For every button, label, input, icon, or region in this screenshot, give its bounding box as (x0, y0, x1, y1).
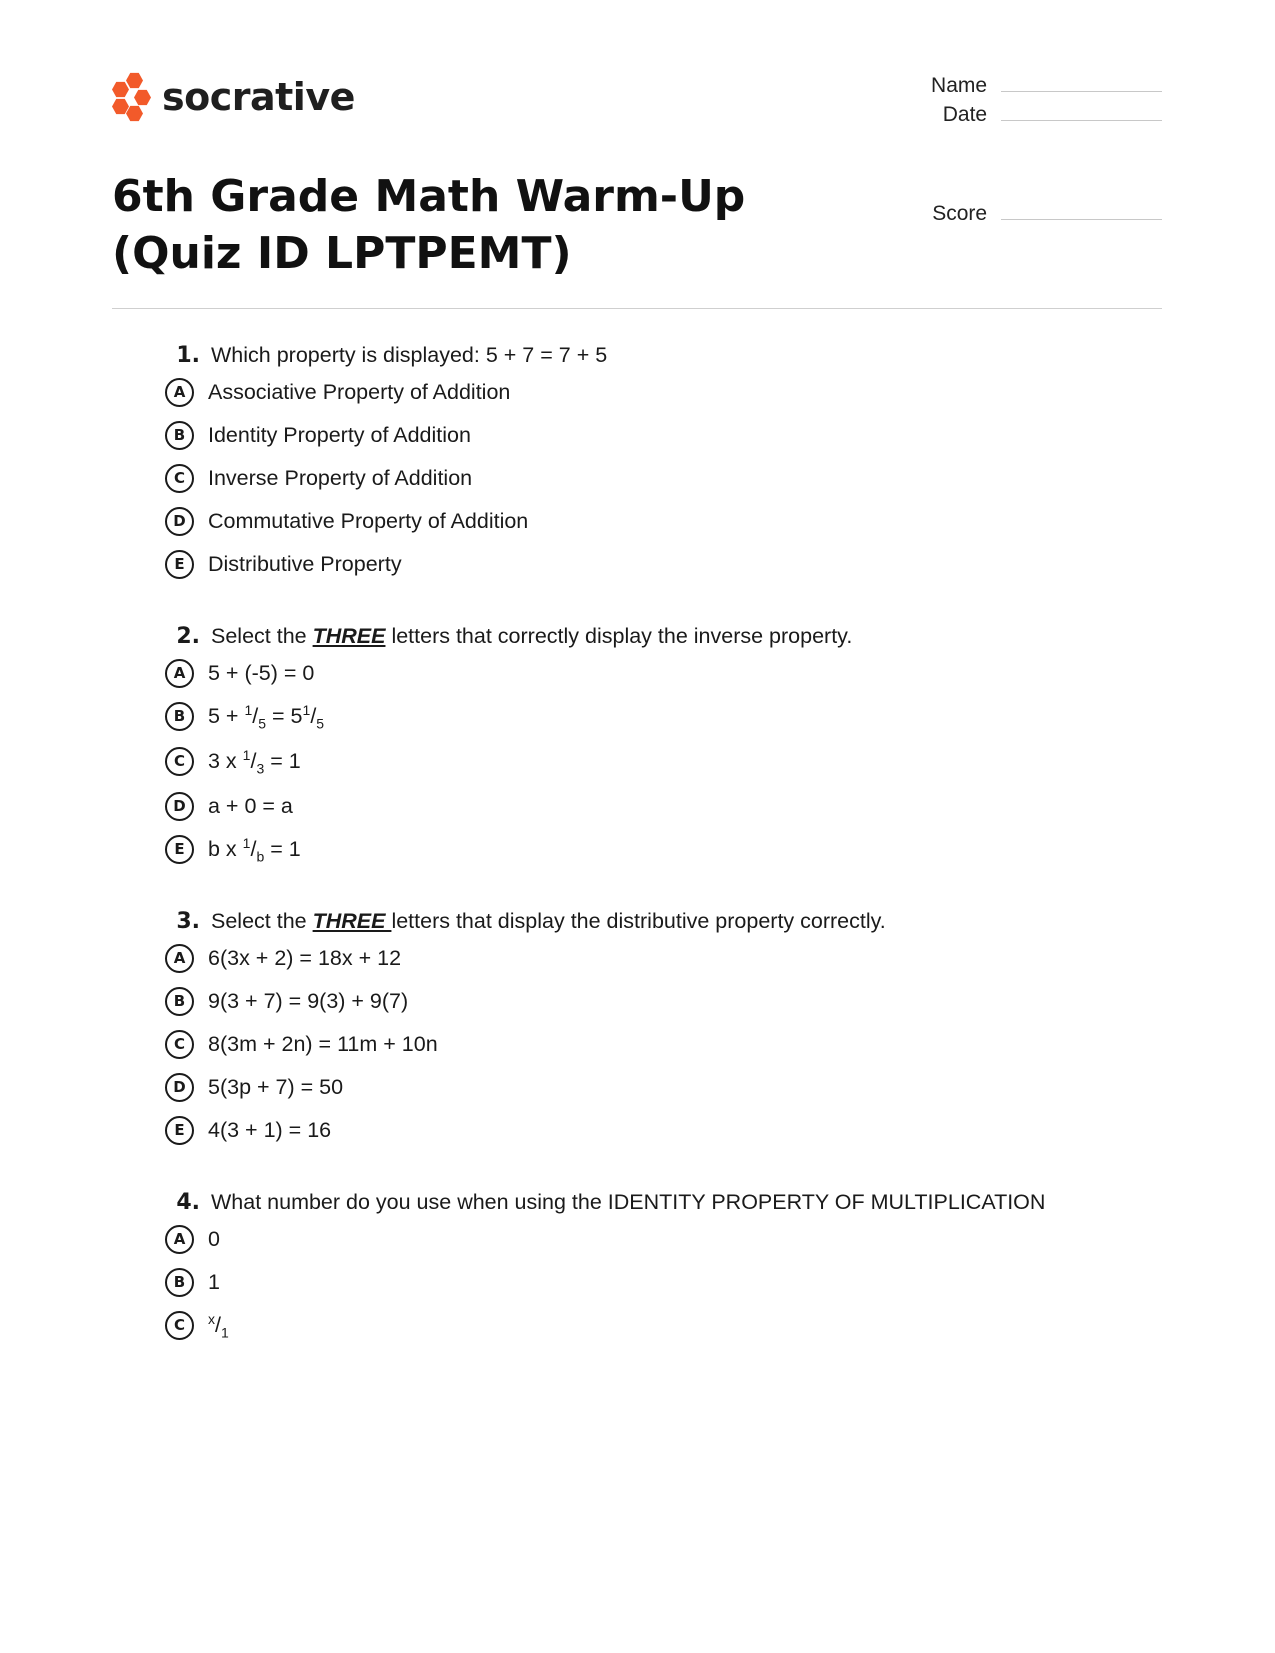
choice-c[interactable] (165, 1029, 1145, 1059)
worksheet-header (112, 70, 1162, 310)
question-1 (165, 340, 1145, 579)
name-field (872, 74, 1162, 98)
name-label: Name (931, 74, 988, 97)
answer-bubble-icon[interactable]: D (165, 1073, 194, 1102)
question-number: 3. (176, 909, 200, 934)
answer-bubble-icon[interactable]: A (165, 659, 194, 688)
question-list (165, 340, 1145, 1382)
choice-text: 3 x $^1/_3 = 1$ (208, 746, 301, 777)
answer-bubble-icon[interactable]: C (165, 1030, 194, 1059)
choice-a[interactable] (165, 1224, 1145, 1254)
choice-b[interactable] (165, 420, 1145, 450)
choice-text: Inverse Property of Addition (208, 466, 473, 490)
choice-d[interactable] (165, 506, 1145, 536)
emphasis-three: THREE (312, 624, 386, 648)
choice-d[interactable] (165, 791, 1145, 821)
answer-bubble-icon[interactable]: B (165, 987, 194, 1016)
choice-c[interactable] (165, 746, 1145, 776)
date-field (872, 103, 1162, 127)
question-stem (165, 621, 1145, 652)
choice-text: Commutative Property of Addition (208, 509, 529, 533)
question-text: Select the THREE letters that correctly display the inverse property. (211, 624, 853, 648)
choice-b[interactable] (165, 701, 1145, 731)
choice-text: 1 (208, 1270, 220, 1294)
answer-bubble-icon[interactable]: C (165, 464, 194, 493)
choice-text: 6(3x + 2) = 18x + 12 (208, 946, 402, 970)
question-stem (165, 906, 1145, 937)
choice-text: $^x/_1$ (208, 1310, 229, 1341)
choice-text: Distributive Property (208, 552, 402, 576)
choice-e[interactable] (165, 1115, 1145, 1145)
question-number: 4. (176, 1190, 200, 1215)
choice-text: Associative Property of Addition (208, 380, 511, 404)
choice-text: b x $^1/_b = 1$ (208, 834, 301, 865)
choice-text: 9(3 + 7) = 9(3) + 9(7) (208, 989, 409, 1013)
answer-bubble-icon[interactable]: A (165, 1225, 194, 1254)
choice-text: $5 + ^1/_5 = 5^1/_5$ (208, 701, 325, 732)
question-text: Select the THREE letters that display the distributive property correctly. (211, 909, 886, 933)
header-divider (112, 308, 1162, 309)
choice-text: 0 (208, 1227, 220, 1251)
choice-e[interactable] (165, 549, 1145, 579)
choice-a[interactable] (165, 377, 1145, 407)
question-number: 2. (176, 624, 200, 649)
question-text: Which property is displayed: 5 + 7 = 7 + 5 (211, 343, 608, 367)
answer-bubble-icon[interactable]: C (165, 1311, 194, 1340)
name-line[interactable] (1001, 90, 1162, 92)
question-number: 1. (176, 343, 200, 368)
hexagon-logo-icon (112, 72, 152, 122)
score-label: Score (932, 202, 988, 225)
choice-b[interactable] (165, 1267, 1145, 1297)
question-text: What number do you use when using the IDENTITY PROPERTY OF MULTIPLICATION (211, 1190, 1046, 1214)
choice-c[interactable] (165, 1310, 1145, 1340)
choice-text: 8(3m + 2n) = 11m + 10n (208, 1032, 438, 1056)
answer-bubble-icon[interactable]: A (165, 944, 194, 973)
choice-d[interactable] (165, 1072, 1145, 1102)
choice-text: 5 + (-5) = 0 (208, 661, 315, 685)
choice-text: 5(3p + 7) = 50 (208, 1075, 344, 1099)
question-2 (165, 621, 1145, 864)
choice-text: 4(3 + 1) = 16 (208, 1118, 332, 1142)
choice-text: a + 0 = a (208, 794, 293, 818)
page-title: 6th Grade Math Warm-Up (Quiz ID LPTPEMT) (112, 171, 746, 279)
date-label: Date (942, 103, 988, 126)
question-3 (165, 906, 1145, 1145)
socrative-logo (112, 70, 355, 124)
choice-a[interactable] (165, 658, 1145, 688)
choice-e[interactable] (165, 834, 1145, 864)
question-stem (165, 340, 1145, 371)
answer-bubble-icon[interactable]: B (165, 702, 194, 731)
answer-bubble-icon[interactable]: E (165, 1116, 194, 1145)
question-stem (165, 1187, 1145, 1218)
answer-bubble-icon[interactable]: A (165, 378, 194, 407)
choice-b[interactable] (165, 986, 1145, 1016)
date-line[interactable] (1001, 119, 1162, 121)
answer-bubble-icon[interactable]: D (165, 507, 194, 536)
score-field (872, 202, 1162, 226)
brand-name: socrative (162, 75, 355, 119)
answer-bubble-icon[interactable]: C (165, 747, 194, 776)
answer-bubble-icon[interactable]: E (165, 835, 194, 864)
answer-bubble-icon[interactable]: E (165, 550, 194, 579)
answer-bubble-icon[interactable]: B (165, 1268, 194, 1297)
emphasis-three: THREE (312, 909, 392, 933)
choice-a[interactable] (165, 943, 1145, 973)
answer-bubble-icon[interactable]: D (165, 792, 194, 821)
choice-c[interactable] (165, 463, 1145, 493)
question-4 (165, 1187, 1145, 1340)
choice-text: Identity Property of Addition (208, 423, 471, 447)
score-line[interactable] (1001, 218, 1162, 220)
answer-bubble-icon[interactable]: B (165, 421, 194, 450)
